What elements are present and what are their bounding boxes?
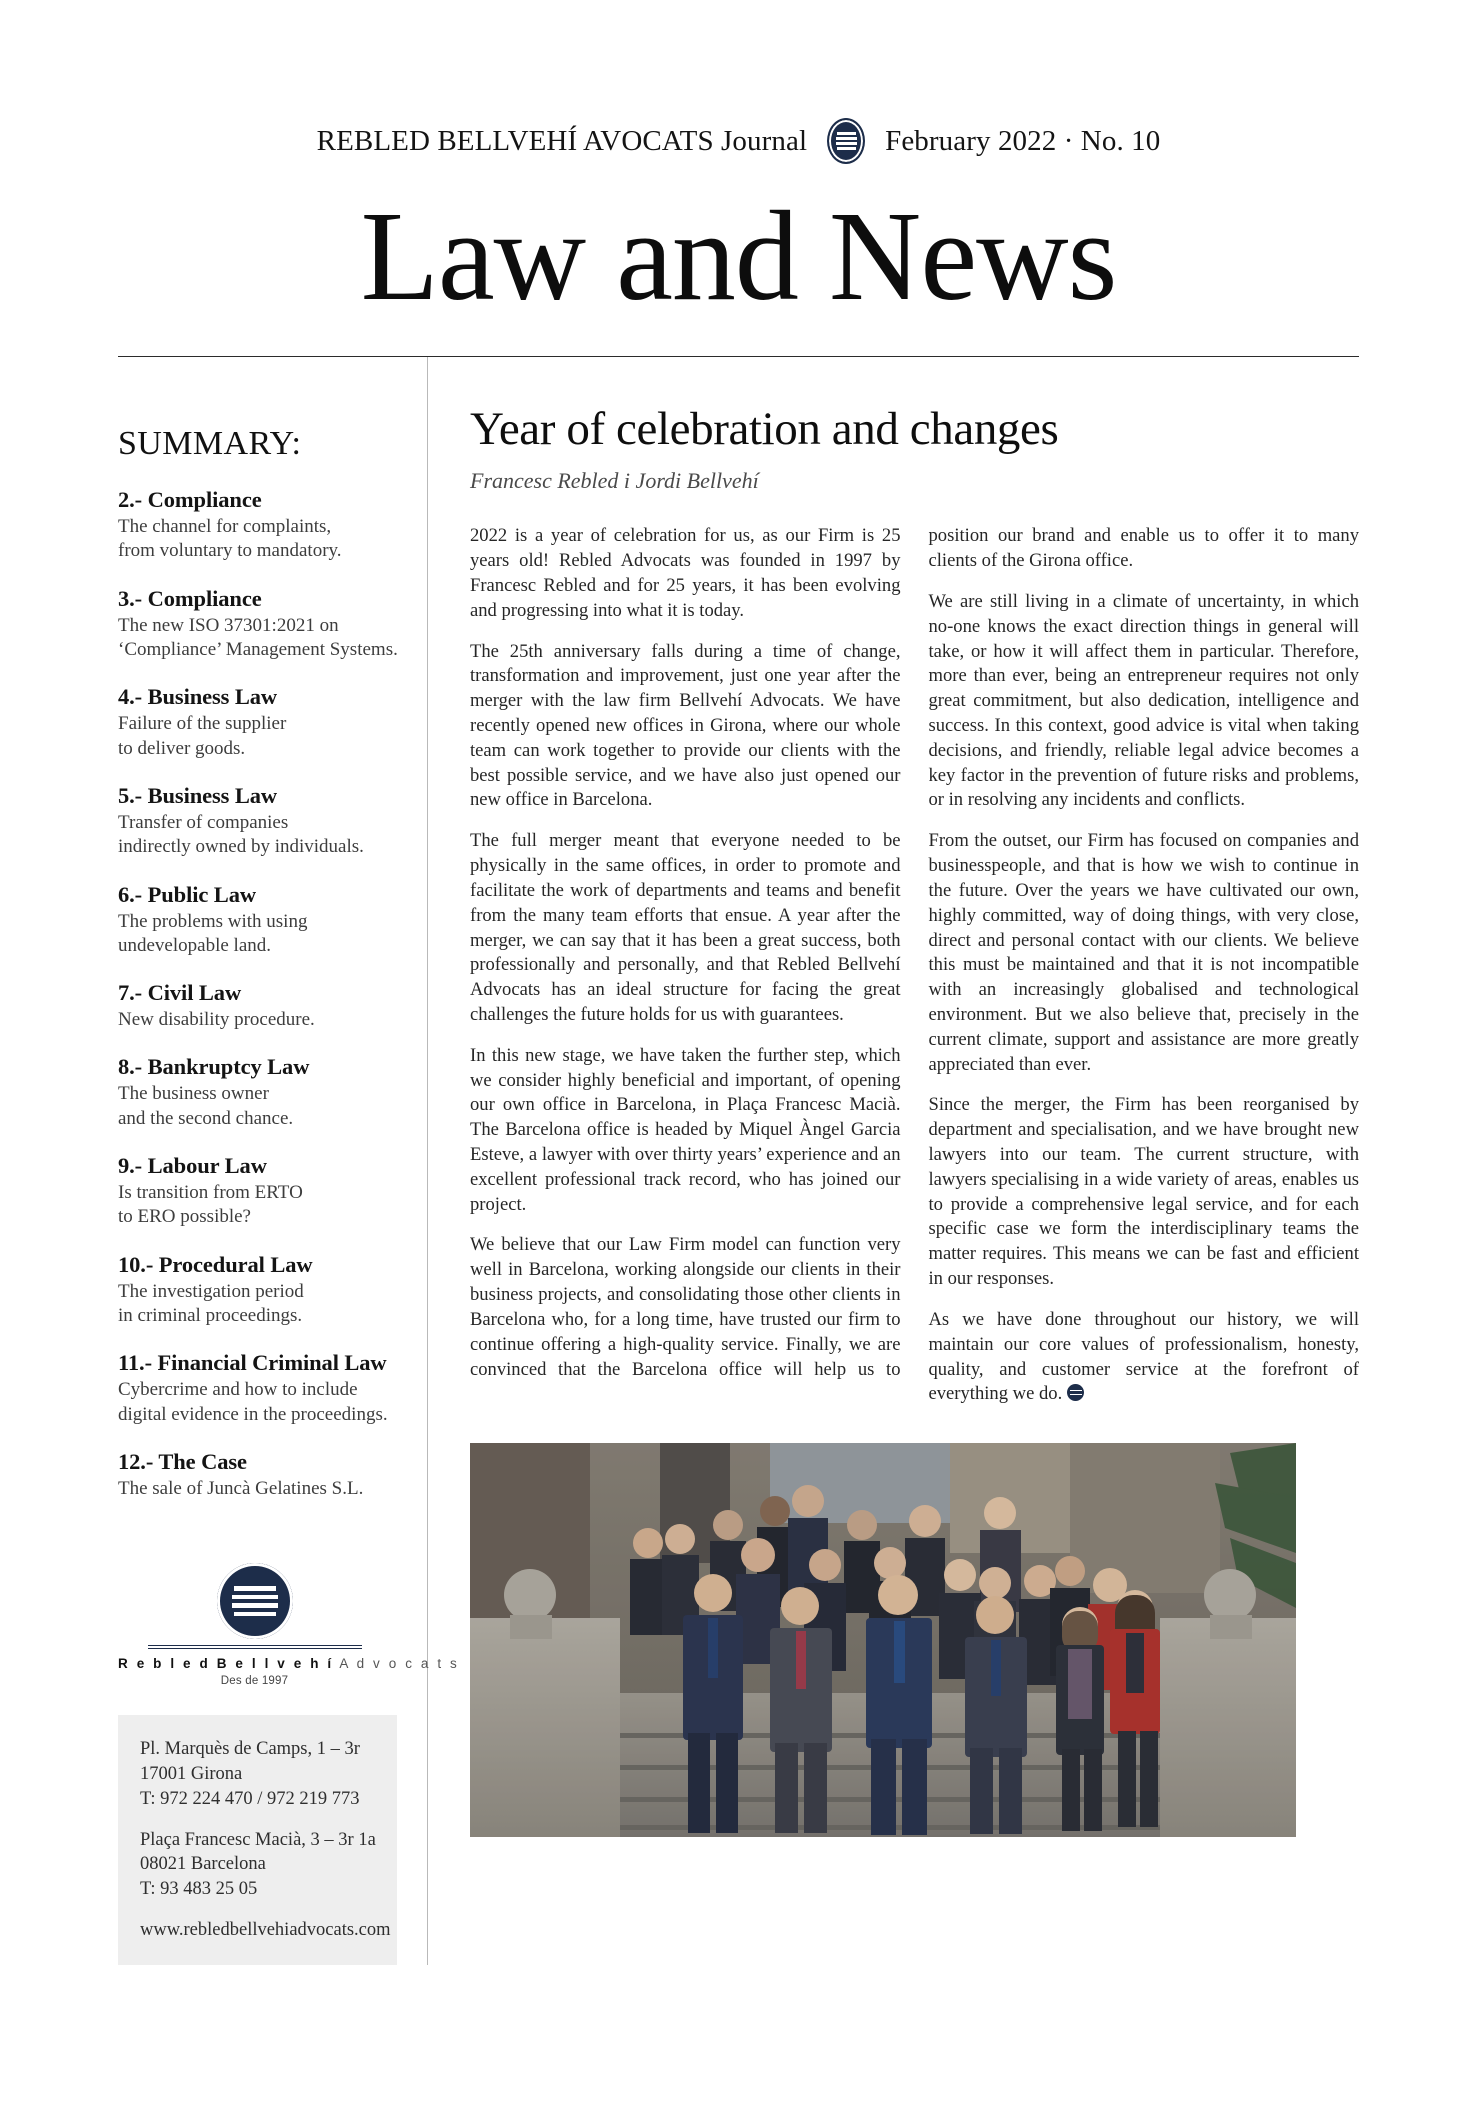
summary-item[interactable] — [118, 882, 401, 959]
summary-item[interactable] — [118, 684, 401, 761]
summary-item[interactable] — [118, 1350, 401, 1427]
article-paragraph: As we have done throughout our history, we will maintain our core values of professionalism, honesty, quality, and customer service at the forefront of everything we do. — [928, 1308, 1359, 1405]
summary-item-title: Business Law — [142, 782, 278, 808]
summary-item[interactable] — [118, 1449, 401, 1501]
masthead — [0, 0, 1477, 357]
page-content — [118, 357, 1359, 1965]
summary-item-number: 6.- — [118, 881, 143, 907]
contact-box — [118, 1715, 397, 1964]
firm-logo-block — [118, 1563, 460, 1688]
summary-item-title: The Case — [153, 1448, 247, 1474]
article-paragraph: In this new stage, we have taken the further step, which we consider highly beneficial and important, of opening our own office in Barcelona, in Plaça Francesc Macià. The Barcelona office is headed by Miquel Àngel Garcia Esteve, a lawyer with over thirty years’ experience and an excellent professional track record, who has joined our project. — [470, 1044, 901, 1215]
summary-item-title: Compliance — [142, 487, 262, 512]
summary-item-heading — [118, 586, 401, 612]
summary-item-heading — [118, 1449, 401, 1475]
summary-item[interactable] — [118, 487, 401, 564]
contact-girona: Pl. Marquès de Camps, 1 – 3r 17001 Girona T: 972 224 470 / 972 219 773 — [140, 1739, 360, 1809]
summary-item-number: 4.- — [118, 684, 143, 710]
summary-item-number: 2.- — [118, 487, 143, 512]
summary-item-description: The business owner and the second chance. — [118, 1083, 294, 1129]
journal-title: REBLED BELLVEHÍ AVOCATS Journal — [316, 124, 808, 157]
summary-item-heading — [118, 1252, 401, 1278]
summary-item-number: 10.- — [118, 1251, 154, 1277]
article-paragraph: The full merger meant that everyone needed to be physically in the same offices, in order to promote and facilitate the work of departments and teams and benefit from the many team efforts that ensue. A year after the merger, we can say that it has been a great success, both professionally and personally, and that Rebled Bellvehí Advocats has an ideal structure for facing the great challenges the future holds for us with guarantees. — [470, 830, 901, 1025]
article-paragraph: The 25th anniversary falls during a time of change, transformation and improvement, just one year after the merger with the law firm Bellvehí Advocats. We have recently opened new offices in Girona, where our whole team can work together to provide our clients with the best possible service, and we have also just opened our new office in Barcelona. — [470, 640, 901, 811]
firm-since: Des de 1997 — [220, 1675, 289, 1688]
page-title: Law and News — [360, 185, 1117, 327]
summary-item-heading — [118, 1350, 401, 1376]
article-paragraph: We are still living in a climate of uncertainty, in which no-one knows the exact direction things in general will take, or how it will affect them in particular. Therefore, more than ever, being an entrepreneur requires not only great commitment, but also dedication, intelligence and success. In this context, good advice is vital when taking decisions, and friendly, reliable legal advice becomes a key factor in the prevention of future risks and problems, or in resolving any incidents and conflicts. — [928, 590, 1359, 811]
team-photo — [470, 1443, 1296, 1837]
summary-item-number: 11.- — [118, 1350, 152, 1376]
summary-item-description: Is transition from ERTO to ERO possible? — [118, 1182, 303, 1228]
summary-item-number: 9.- — [118, 1153, 143, 1179]
article-body — [470, 524, 1359, 1407]
summary-item-heading — [118, 882, 401, 908]
summary-item-heading — [118, 783, 401, 809]
article-main — [428, 357, 1359, 1965]
article-paragraph: From the outset, our Firm has focused on companies and businesspeople, and that is how we wish to continue in the future. Over the years we have cultivated our own, highly committed, way of doing things, with very close, direct and personal contact with our clients. We believe this must be maintained and that it is not incompatible with an increasingly globalised and technological environment. But we also believe that, precisely in the current climate, support and assistance are more greatly appreciated than ever. — [928, 830, 1359, 1075]
summary-item[interactable] — [118, 1252, 401, 1329]
summary-item[interactable] — [118, 586, 401, 663]
rebled-end-mark-icon — [1067, 1384, 1084, 1401]
summary-item-description: The sale of Juncà Gelatines S.L. — [118, 1477, 364, 1499]
rebled-bellvehi-oval-logo-icon — [827, 118, 865, 164]
summary-item-description: The channel for complaints, from voluntary to mandatory. — [118, 516, 342, 562]
article-paragraph: Since the merger, the Firm has been reorganised by department and specialisation, and we have brought new lawyers into our team. The current structure, with lawyers specialising in a wide variety of areas, enables us to provide a comprehensive legal service, and for each specific case we form the interdisciplinary teams the matter requires. This means we can be fast and efficient in our responses. — [928, 1094, 1359, 1290]
firm-name-light: A d v o c a t s — [339, 1656, 460, 1672]
article-paragraph: 2022 is a year of celebration for us, as our Firm is 25 years old! Rebled Advocats was founded in 1997 by Francesc Rebled and for 25 years, it has been evolving and progressing into what it is today. — [470, 525, 901, 621]
rebled-bellvehi-circle-logo-icon — [217, 1563, 293, 1639]
summary-item-heading — [118, 684, 401, 710]
summary-item[interactable] — [118, 783, 401, 860]
firm-divider-rules — [148, 1645, 362, 1649]
summary-item-description: The problems with using undevelopable land. — [118, 910, 308, 956]
summary-item-title: Labour Law — [142, 1153, 267, 1179]
summary-item-title: Compliance — [142, 585, 262, 611]
summary-item[interactable] — [118, 980, 401, 1032]
summary-item-heading — [118, 1153, 401, 1179]
article-paragraph: We believe that our Law Firm model can function very well in Barcelona, working alongside our clients in their business projects, and consolidating those other clients in Barcelona who, for a long time, have trusted our firm to continue offering a high-quality service. Finally, we are convinced that the Barcelona office will help us to position our brand and enable us to offer it to many clients of the Girona office. — [470, 525, 1359, 1380]
summary-item-number: 3.- — [118, 585, 143, 611]
summary-item-title: Public Law — [142, 881, 256, 907]
summary-item[interactable] — [118, 1054, 401, 1131]
article-headline: Year of celebration and changes — [470, 403, 1059, 455]
summary-item-title: Procedural Law — [153, 1251, 313, 1277]
summary-item-title: Financial Criminal Law — [151, 1350, 387, 1376]
contact-barcelona: Plaça Francesc Macià, 3 – 3r 1a 08021 Barcelona T: 93 483 25 05 — [140, 1829, 376, 1900]
summary-sidebar — [118, 357, 460, 1965]
summary-item-heading — [118, 980, 401, 1006]
summary-heading: SUMMARY: — [118, 425, 302, 462]
summary-list — [118, 487, 401, 1501]
firm-name — [118, 1656, 460, 1672]
summary-item-number: 8.- — [118, 1054, 143, 1080]
team-photo-illustration — [470, 1443, 1296, 1837]
summary-item-title: Business Law — [142, 684, 278, 710]
contact-website[interactable]: www.rebledbellvehiadvocats.com — [140, 1919, 391, 1940]
summary-item-description: Cybercrime and how to include digital evidence in the proceedings. — [118, 1379, 388, 1425]
summary-item-title: Bankruptcy Law — [142, 1054, 310, 1080]
article-byline: Francesc Rebled i Jordi Bellvehí — [470, 468, 759, 494]
summary-item-heading — [118, 487, 401, 513]
summary-item-number: 5.- — [118, 782, 143, 808]
summary-item-heading — [118, 1054, 401, 1080]
summary-item-description: New disability procedure. — [118, 1009, 315, 1031]
summary-item-title: Civil Law — [142, 980, 242, 1006]
summary-item-description: Failure of the supplier to deliver goods. — [118, 713, 287, 759]
issue-date: February 2022 · No. 10 — [885, 124, 1161, 157]
summary-item[interactable] — [118, 1153, 401, 1230]
firm-name-bold: R e b l e d B e l l v e h í — [118, 1656, 334, 1672]
masthead-line — [0, 118, 1477, 164]
summary-item-description: The new ISO 37301:2021 on ‘Compliance’ Management Systems. — [118, 614, 398, 660]
summary-item-number: 7.- — [118, 980, 143, 1006]
summary-item-description: Transfer of companies indirectly owned by individuals. — [118, 811, 364, 858]
summary-item-number: 12.- — [118, 1448, 154, 1474]
summary-item-description: The investigation period in criminal proceedings. — [118, 1280, 304, 1326]
